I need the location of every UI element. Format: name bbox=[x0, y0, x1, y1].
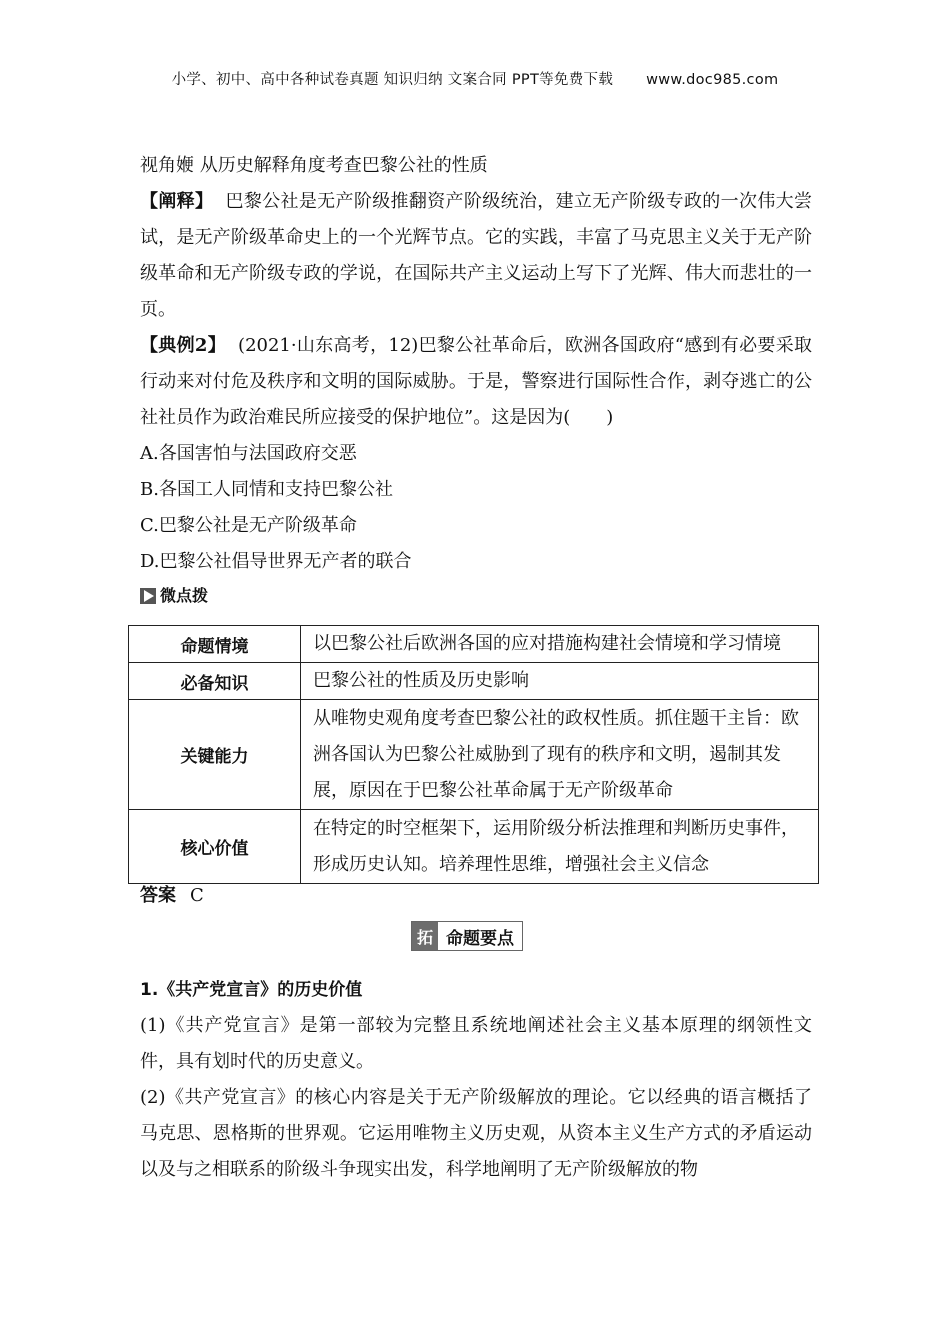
section-heading: 1.《共产党宣言》的历史价值 bbox=[140, 980, 363, 1000]
table-row bbox=[129, 626, 819, 663]
page-header bbox=[0, 68, 950, 89]
table-row bbox=[129, 810, 819, 884]
table-key: 必备知识 bbox=[129, 663, 301, 700]
tip-table bbox=[128, 625, 819, 884]
table-key: 命题情境 bbox=[129, 626, 301, 663]
tip-label: 微点拨 bbox=[160, 586, 209, 605]
key-points-badge bbox=[411, 921, 523, 951]
section-paragraph: (2)《共产党宣言》的核心内容是关于无产阶级解放的理论。它以经典的语言概括了马克思、恩格斯的世界观。它运用唯物主义历史观，从资本主义生产方式的矛盾运动以及与之相联系的阶级斗争现实出发，科学地阐明了无产阶级解放的物 bbox=[140, 1087, 812, 1180]
answer-value: C bbox=[190, 885, 204, 906]
main-content bbox=[140, 148, 812, 612]
table-key: 核心价值 bbox=[129, 810, 301, 884]
table-value: 在特定的时空框架下，运用阶级分析法推理和判断历史事件，形成历史认知。培养理性思维，增强社会主义信念 bbox=[301, 810, 819, 884]
badge-text: 命题要点 bbox=[438, 922, 522, 950]
example-source: (2021·山东高考，12) bbox=[238, 335, 419, 356]
section-paragraph: (1)《共产党宣言》是第一部较为完整且系统地阐述社会主义基本原理的纲领性文件，具有划时代的历史意义。 bbox=[140, 1015, 812, 1072]
extend-icon: 拓 bbox=[412, 922, 438, 950]
option-b: B.各国工人同情和支持巴黎公社 bbox=[140, 479, 393, 500]
header-text: 小学、初中、高中各种试卷真题 知识归纳 文案合同 PPT等免费下载 bbox=[171, 72, 614, 88]
key-points-section bbox=[140, 972, 812, 1188]
table-key: 关键能力 bbox=[129, 700, 301, 810]
example-label: 【典例2】 bbox=[140, 335, 226, 356]
table-value: 从唯物史观角度考查巴黎公社的政权性质。抓住题干主旨：欧洲各国认为巴黎公社威胁到了现有的秩序和文明，遏制其发展，原因在于巴黎公社革命属于无产阶级革命 bbox=[301, 700, 819, 810]
tip-heading bbox=[140, 580, 812, 612]
option-d: D.巴黎公社倡导世界无产者的联合 bbox=[140, 551, 412, 572]
explanation-paragraph bbox=[140, 184, 812, 328]
answer-label: 答案 bbox=[140, 885, 176, 906]
option-c: C.巴黎公社是无产阶级革命 bbox=[140, 515, 357, 536]
answer-line bbox=[140, 878, 204, 914]
perspective-title: 视角㛹 从历史解释角度考查巴黎公社的性质 bbox=[140, 155, 488, 176]
example-paragraph bbox=[140, 328, 812, 436]
option-a: A.各国害怕与法国政府交恶 bbox=[140, 443, 357, 464]
table-row bbox=[129, 700, 819, 810]
table-value: 以巴黎公社后欧洲各国的应对措施构建社会情境和学习情境 bbox=[301, 626, 819, 663]
table-row bbox=[129, 663, 819, 700]
explanation-label: 【阐释】 bbox=[140, 191, 214, 212]
play-icon bbox=[140, 588, 156, 604]
example-text: 巴黎公社革命后，欧洲各国政府“感到有必要采取行动来对付危及秩序和文明的国际威胁。于是，警察进行国际性合作，剥夺逃亡的公社社员作为政治难民所应接受的保护地位”。这是因为( ) bbox=[140, 335, 812, 428]
explanation-text: 巴黎公社是无产阶级推翻资产阶级统治，建立无产阶级专政的一次伟大尝试，是无产阶级革命史上的一个光辉节点。它的实践，丰富了马克思主义关于无产阶级革命和无产阶级专政的学说，在国际共产主义运动上写下了光辉、伟大而悲壮的一页。 bbox=[140, 191, 812, 320]
table-value: 巴黎公社的性质及历史影响 bbox=[301, 663, 819, 700]
header-url[interactable]: www.doc985.com bbox=[646, 72, 779, 88]
